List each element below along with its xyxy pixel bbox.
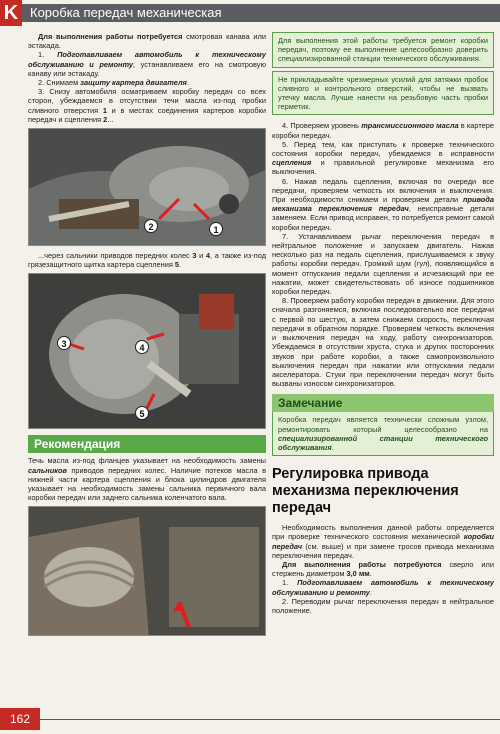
- photo-clutch-housing: [28, 506, 266, 636]
- photo1-marker-2: 2: [144, 219, 158, 233]
- step-6: 6. Нажав педаль сцепления, включая по очереди все передачи, проверяем четкость их включения и выключения. При необходимости снимаем и проверяем детали привода механизма переключения передач, неисправные детали заменяем. Если привод исправен, то потребуется ремонт самой коробки передач.: [272, 176, 495, 232]
- adjust-step-1: 1. Подготавливаем автомобиль к техническому обслуживанию и ремонту.: [272, 578, 495, 597]
- note-specialist-text: Для выполнения этой работы требуется ремонт коробки передач, поэтому ее выполнение целесообразно доверить специализированной станции технического обслуживания.: [278, 36, 488, 64]
- section-subtitle: Регулировка привода механизма переключения передач: [272, 466, 459, 517]
- left-column: [28, 32, 266, 636]
- adjust-intro: Необходимость выполнения данной работы определяется при проверке технического состояния механической коробки передач (см. выше) и при замене тросов привода механизма переключения передач.: [272, 523, 494, 560]
- chapter-title: Коробка передач механическая: [22, 4, 500, 22]
- step-5: 5. Перед тем, как приступать к проверке технического состояния коробки передач, убеждаемся в исправности сцепления и правильной регулировке механизма его выключения.: [272, 139, 494, 177]
- page-header: [0, 0, 500, 26]
- remark-text: Коробка передач является технически сложным узлом, ремонтировать который целесообразно на специализированной станции технического обслуживания.: [278, 415, 488, 452]
- step-8: 8. Проверяем работу коробки передач в движении. Для этого сначала разгоняемся, включая последовательно все передачи с первой по шестую, а затем снижаем скорость, переключая передачи в обратном порядке. Проверяем четкость включения и выключения передач на ходу, работу синхронизаторов. Убеждаемся в отсутствии хруста, стука и других посторонних звуков при работе коробки, а также самопроизвольного выключения передач при нажатии или отпускании педали акселератора. Стуки при переключении передач могут быть вызваны износом синхронизаторов.: [272, 296, 494, 389]
- photo-gearbox-bottom: [28, 128, 266, 246]
- step-1: 1. Подготавливаем автомобиль к техническому обслуживанию и ремонту, устанавливаем его на смотровую канаву или эстакаду.: [28, 50, 267, 78]
- photo2-marker-5: 5: [135, 406, 149, 420]
- photo2-marker-4: 4: [135, 340, 149, 354]
- photo2-marker-3: 3: [57, 336, 71, 350]
- intro-paragraph: Для выполнения работы потребуется смотровая канава или эстакада.: [28, 32, 266, 51]
- recommendation-heading: Рекомендация: [28, 435, 266, 453]
- photo-gearbox-seals: [28, 273, 266, 429]
- note-warning-text: Не прикладывайте чрезмерных усилий для затяжки пробок сливного и контрольного отверстий, чтобы не вызвать утечку масла. Лучше нанести на резьбовую часть пробки герметик.: [278, 74, 488, 112]
- step-4: 4. Проверяем уровень трансмиссионного масла в картере коробки передач.: [272, 121, 495, 140]
- section-letter-tab: K: [0, 0, 22, 26]
- note-specialist: [272, 32, 494, 68]
- step-2: 2. Снимаем защиту картера двигателя.: [38, 78, 189, 88]
- adjust-tools: Для выполнения работы потребуются сверло или стержень диаметром 3,0 мм.: [272, 559, 494, 579]
- recommendation-text: Течь масла из-под фланцев указывает на необходимость замены сальников приводов передних колес. Наличие потеков масла в нижней части картера сцепления и блока цилиндров двигателя указывает на необходимость замены сальника первичного вала коробки передач или заднего сальника коленчатого вала.: [28, 456, 266, 503]
- remark-box: [272, 412, 494, 456]
- step-3-continued: ...через сальники приводов передних колес 3 и 4, а также из-под грязезащитного щитка картера сцепления 5.: [28, 251, 267, 270]
- footer-divider: [40, 719, 500, 720]
- remark-heading: Замечание: [272, 394, 494, 412]
- adjust-step-2: 2. Переводим рычаг переключения передач в нейтральное положение.: [272, 596, 494, 615]
- step-3: 3. Снизу автомобиля осматриваем коробку передач со всех сторон, убеждаемся в отсутствии течи масла из-под пробки сливного отверстия 1 и в местах соединения картеров коробки передач и сцепления 2...: [28, 87, 266, 124]
- page-number: 162: [0, 708, 40, 730]
- photo1-marker-1: 1: [209, 222, 223, 236]
- note-warning: [272, 71, 494, 116]
- step-7: 7. Устанавливаем рычаг переключения передач в нейтральное положение и запускаем двигатель. Нажав несколько раз на педаль сцепления, прислушиваемся к звуку работы коробки передач. Громкий шум (гул), появляющийся в момент отпускания педали сцепления и исчезающий при ее нажатии, может свидетельствовать об износе подшипников коробки передач.: [272, 231, 494, 297]
- right-column: [272, 32, 494, 615]
